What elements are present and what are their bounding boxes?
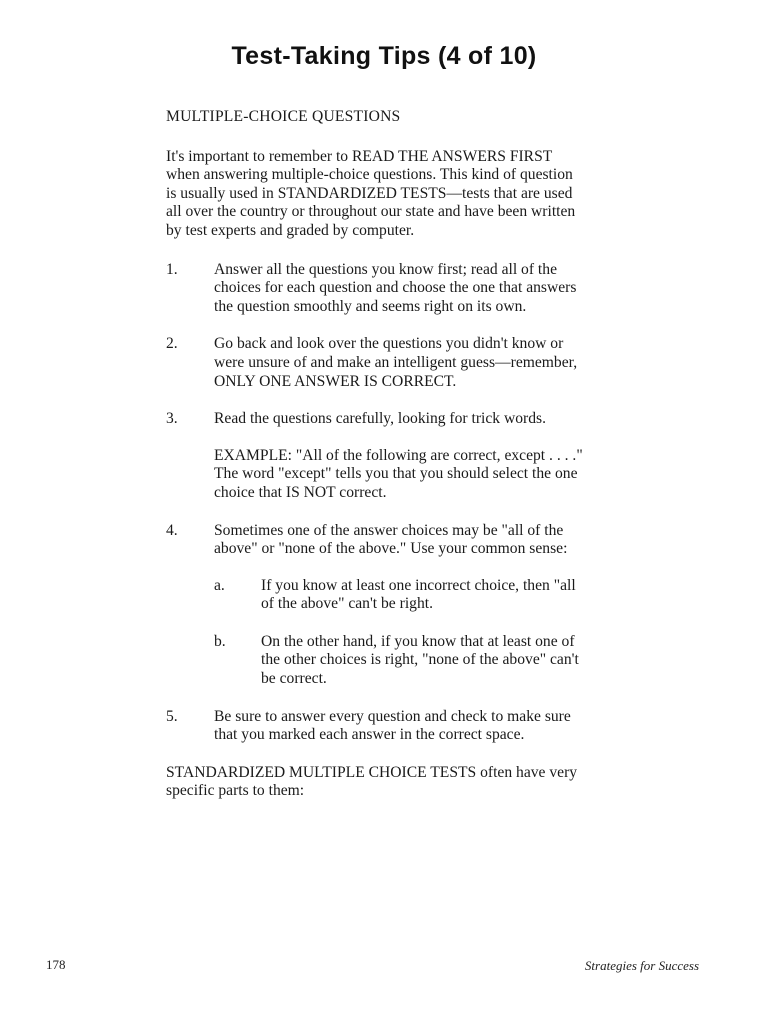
sub-item-text: On the other hand, if you know that at least one of the other choices is right, "none of the above" can't be correct. xyxy=(261,632,579,688)
book-title: Strategies for Success xyxy=(584,958,699,973)
sub-list-item xyxy=(214,633,586,689)
document-content xyxy=(166,108,586,801)
item-number: 4. xyxy=(166,521,178,539)
list-item xyxy=(166,410,586,502)
closing-paragraph: STANDARDIZED MULTIPLE CHOICE TESTS often have very specific parts to them: xyxy=(166,763,578,800)
sub-list xyxy=(214,577,586,689)
sub-item-text: If you know at least one incorrect choice, then "all of the above" can't be right. xyxy=(261,576,576,613)
item-number: 3. xyxy=(166,410,178,428)
item-body xyxy=(214,522,586,689)
item-text: Sometimes one of the answer choices may be "all of the above" or "none of the above." Use your common sense: xyxy=(214,521,568,558)
tips-list xyxy=(166,261,586,745)
section-heading: MULTIPLE-CHOICE QUESTIONS xyxy=(166,108,401,125)
list-item xyxy=(166,261,586,317)
sub-item-label: a. xyxy=(214,576,225,594)
list-item xyxy=(166,708,586,745)
sub-item-label: b. xyxy=(214,632,226,650)
list-item xyxy=(166,522,586,689)
intro-paragraph: It's important to remember to READ THE ANSWERS FIRST when answering multiple-choice questions. This kind of question is usually used in STANDARDIZED TESTS—tests that are used all over the country or throughout our state and have been written by test experts and graded by computer. xyxy=(166,147,576,239)
item-text: Answer all the questions you know first; read all of the choices for each question and choose the one that answers the question smoothly and seems right on its own. xyxy=(214,260,577,315)
item-text: Read the questions carefully, looking for trick words. xyxy=(214,410,547,428)
list-item xyxy=(166,335,586,391)
item-number: 1. xyxy=(166,260,178,278)
sub-list-item xyxy=(214,577,586,614)
item-text: Go back and look over the questions you didn't know or were unsure of and make an intelligent guess—remember, ONLY ONE ANSWER IS CORRECT. xyxy=(214,335,578,390)
page-title: Test-Taking Tips (4 of 10) xyxy=(231,42,537,70)
item-text: Be sure to answer every question and check to make sure that you marked each answer in the correct space. xyxy=(214,707,571,744)
item-number: 5. xyxy=(166,707,178,725)
item-body xyxy=(214,410,586,502)
page-number: 178 xyxy=(46,957,66,972)
example-text: EXAMPLE: "All of the following are correct, except . . . ." The word "except" tells you that you should select the one choice that IS NOT correct. xyxy=(214,446,583,501)
item-number: 2. xyxy=(166,335,178,353)
